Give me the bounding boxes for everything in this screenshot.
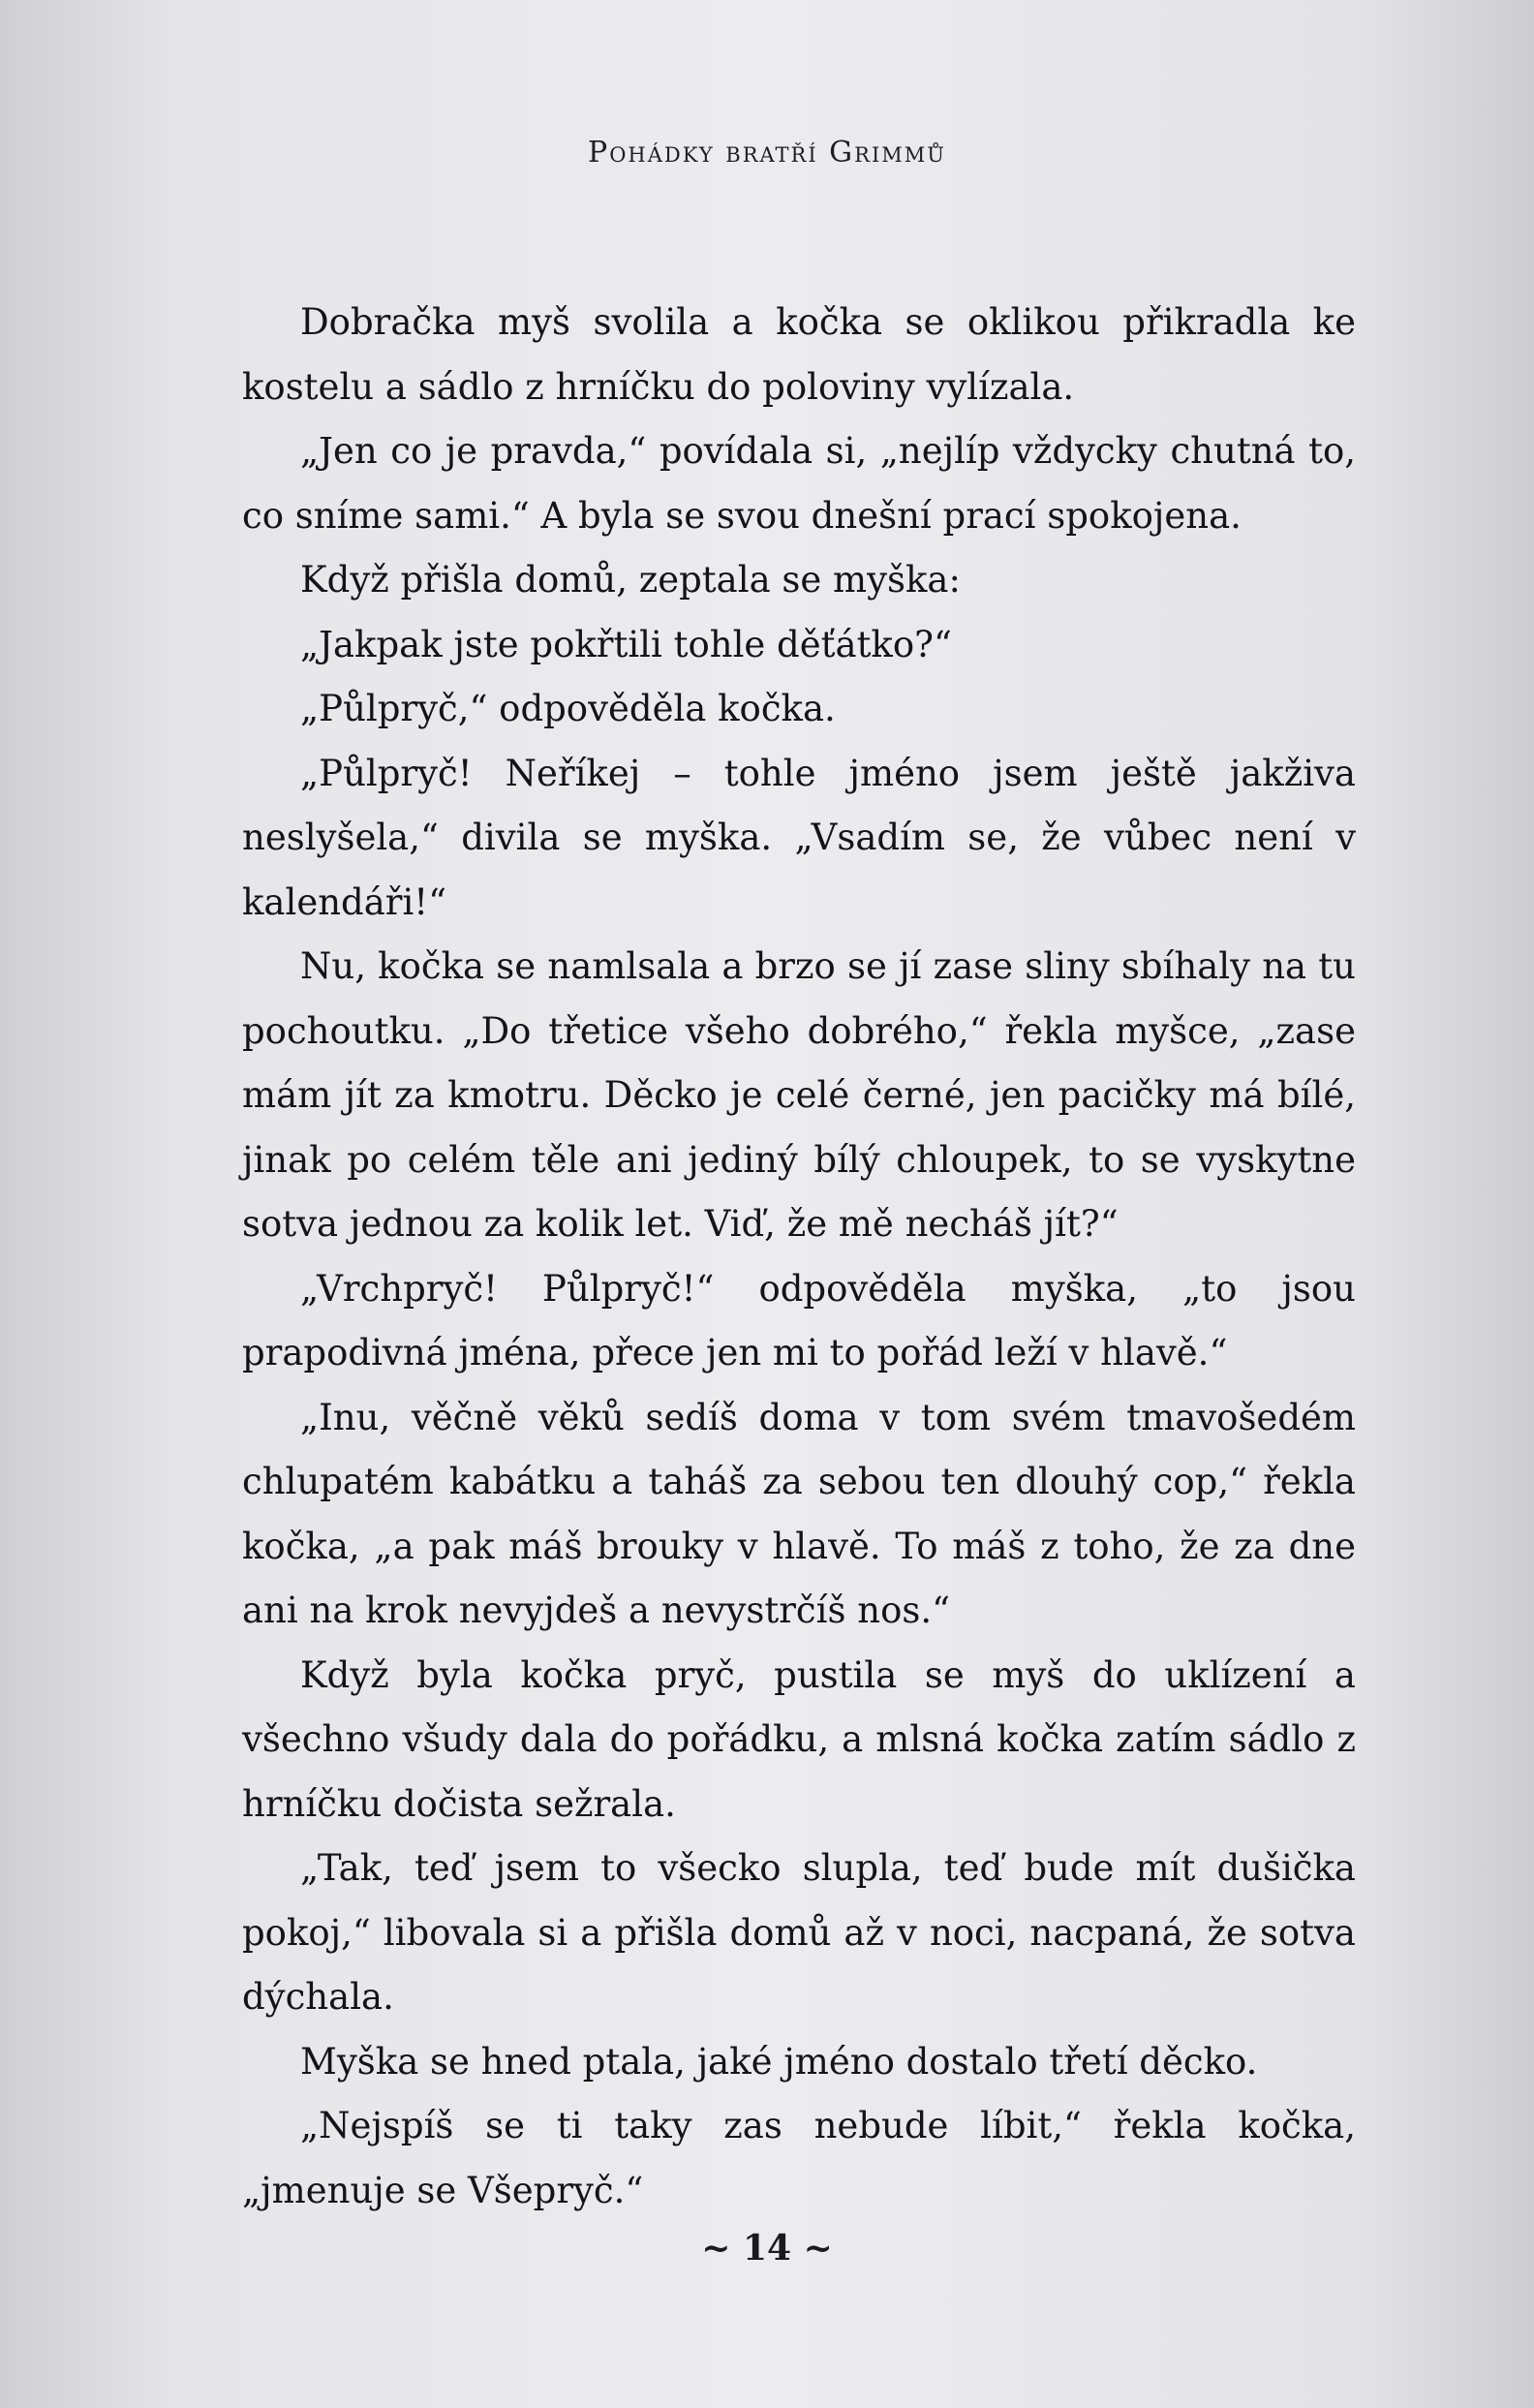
paragraph: Myška se hned ptala, jaké jméno dostalo třetí děcko. [300, 2040, 1258, 2083]
body-text [242, 291, 1356, 2223]
paragraph: Nu, kočka se namlsala a brzo se jí zase sliny sbíhaly na tu pochoutku. „Do třetice všeho dobrého,“ řekla myšce, „zase mám jít za kmotru. Děcko je celé černé, jen pacičky má bílé, jinak po celém těle ani jediný bílý chloupek, to se vyskytne sotva jednou za kolik let. Viď, že mě necháš jít?“ [242, 945, 1356, 1245]
paragraph: Když byla kočka pryč, pustila se myš do uklízení a všechno všudy dala do pořádku, a mlsná kočka zatím sádlo z hrníčku dočista sežrala. [242, 1653, 1356, 1825]
paragraph: „Jen co je pravda,“ povídala si, „nejlíp vždycky chutná to, co sníme sami.“ A byla se svou dnešní prací spokojena. [242, 430, 1356, 537]
page-number: ~ 14 ~ [701, 2228, 833, 2269]
paragraph: „Inu, věčně věků sedíš doma v tom svém tmavošedém chlupatém kabátku a taháš za sebou ten dlouhý cop,“ řekla kočka, „a pak máš brouky v hlavě. To máš z toho, že za dne ani na krok nevyjdeš a nevystrčíš nos.“ [242, 1396, 1356, 1631]
paragraph: „Nejspíš se ti taky zas nebude líbit,“ řekla kočka, „jmenuje se Všepryč.“ [242, 2105, 1356, 2211]
paragraph: „Tak, teď jsem to všecko slupla, teď bude mít dušička pokoj,“ libovala si a přišla domů až v noci, nacpaná, že sotva dýchala. [242, 1847, 1356, 2018]
paragraph: „Vrchpryč! Půlpryč!“ odpověděla myška, „to jsou prapodivná jména, přece jen mi to pořád leží v hlavě.“ [242, 1267, 1356, 1374]
running-head: Pohádky bratří Grimmů [588, 136, 946, 170]
paragraph: „Půlpryč! Neříkej – tohle jméno jsem ještě jakživa neslyšela,“ divila se myška. „Vsadím se, že vůbec není v kalendáři!“ [242, 752, 1356, 923]
paragraph: „Jakpak jste pokřtili tohle děťátko?“ [300, 623, 952, 665]
paragraph: Když přišla domů, zeptala se myška: [300, 559, 961, 601]
paragraph: Dobračka myš svolila a kočka se oklikou přikradla ke kostelu a sádlo z hrníčku do poloviny vylízala. [242, 301, 1356, 408]
paragraph: „Půlpryč,“ odpověděla kočka. [300, 688, 836, 729]
